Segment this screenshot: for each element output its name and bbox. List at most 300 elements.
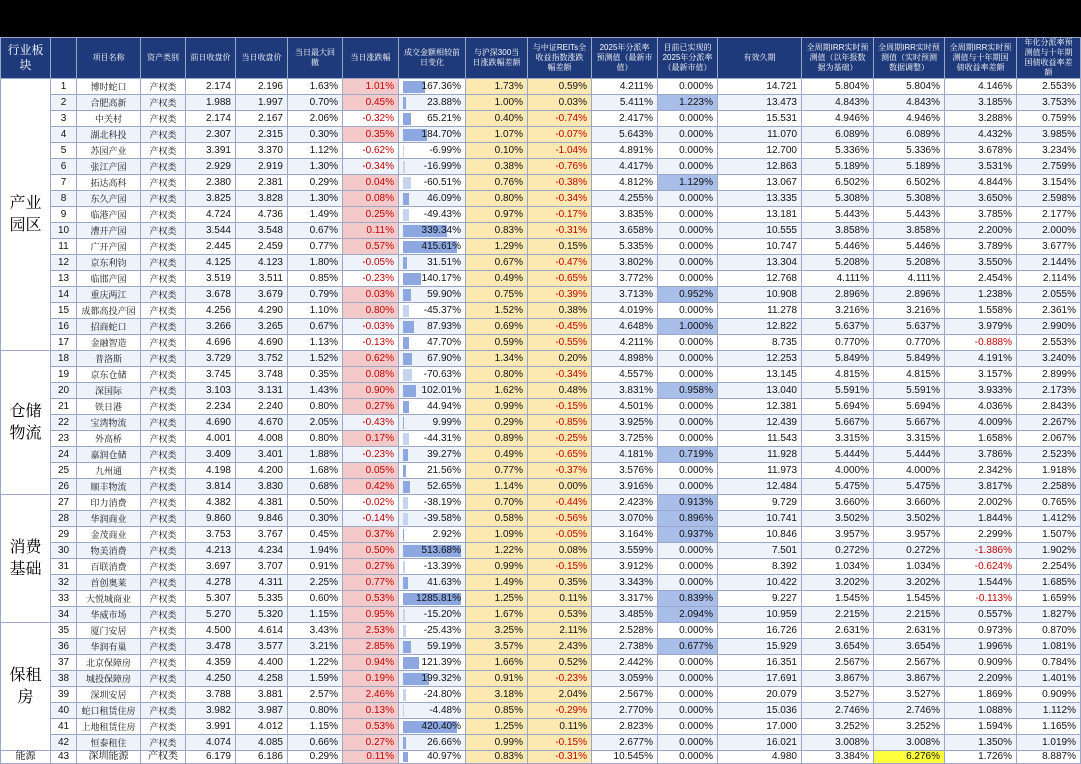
asset-class[interactable]: 产权类	[141, 671, 186, 687]
daily-change[interactable]: -0.02%	[343, 495, 399, 511]
prev-close[interactable]: 4.278	[186, 575, 236, 591]
prev-close[interactable]: 3.266	[186, 319, 236, 335]
max-drawdown[interactable]: 1.13%	[288, 335, 343, 351]
diff-hs300[interactable]: 0.40%	[466, 111, 528, 127]
duration[interactable]: 13.335	[718, 191, 802, 207]
table-row[interactable]	[1, 479, 1081, 495]
diff-hs300[interactable]: 0.75%	[466, 287, 528, 303]
prev-close[interactable]: 3.544	[186, 223, 236, 239]
max-drawdown[interactable]: 1.43%	[288, 383, 343, 399]
irr-realtime[interactable]: 5.637%	[874, 319, 945, 335]
diff-hs300[interactable]: 1.62%	[466, 383, 528, 399]
irr-spread[interactable]: 4.009%	[945, 415, 1017, 431]
irr-realtime[interactable]: 4.111%	[874, 271, 945, 287]
table-row[interactable]	[1, 351, 1081, 367]
prev-close[interactable]: 2.380	[186, 175, 236, 191]
volume-change[interactable]	[399, 559, 466, 575]
row-index[interactable]: 10	[51, 223, 77, 239]
irr-spread[interactable]: -1.386%	[945, 543, 1017, 559]
asset-class[interactable]: 产权类	[141, 415, 186, 431]
volume-change[interactable]	[399, 191, 466, 207]
table-row[interactable]	[1, 175, 1081, 191]
close[interactable]: 4.381	[236, 495, 288, 511]
prev-close[interactable]: 5.307	[186, 591, 236, 607]
asset-class[interactable]: 产权类	[141, 303, 186, 319]
dist-realized[interactable]: 1.223%	[658, 95, 718, 111]
diff-reits-index[interactable]: 2.43%	[528, 639, 592, 655]
diff-reits-index[interactable]: 0.52%	[528, 655, 592, 671]
irr-realtime[interactable]: 5.208%	[874, 255, 945, 271]
daily-change[interactable]: -0.62%	[343, 143, 399, 159]
dist-realized[interactable]: 0.000%	[658, 255, 718, 271]
dist-realized[interactable]: 0.000%	[658, 303, 718, 319]
dist-realized[interactable]: 0.000%	[658, 143, 718, 159]
volume-change[interactable]	[399, 479, 466, 495]
irr-realtime[interactable]: 3.660%	[874, 495, 945, 511]
close[interactable]: 2.315	[236, 127, 288, 143]
table-row[interactable]	[1, 559, 1081, 575]
close[interactable]: 3.767	[236, 527, 288, 543]
duration[interactable]: 13.040	[718, 383, 802, 399]
table-row[interactable]	[1, 671, 1081, 687]
close[interactable]: 4.311	[236, 575, 288, 591]
diff-reits-index[interactable]: -0.17%	[528, 207, 592, 223]
dist-spread[interactable]: 0.870%	[1017, 623, 1081, 639]
dist-realized[interactable]: 0.677%	[658, 639, 718, 655]
dist-spread[interactable]: 2.055%	[1017, 287, 1081, 303]
dist-spread[interactable]: 1.827%	[1017, 607, 1081, 623]
diff-reits-index[interactable]: -0.15%	[528, 399, 592, 415]
prev-close[interactable]: 3.753	[186, 527, 236, 543]
prev-close[interactable]: 3.409	[186, 447, 236, 463]
diff-hs300[interactable]: 0.85%	[466, 703, 528, 719]
table-row[interactable]	[1, 191, 1081, 207]
prev-close[interactable]: 3.745	[186, 367, 236, 383]
daily-change[interactable]: 0.80%	[343, 303, 399, 319]
diff-reits-index[interactable]: -0.34%	[528, 191, 592, 207]
dist-forecast[interactable]: 4.181%	[592, 447, 658, 463]
dist-forecast[interactable]: 2.417%	[592, 111, 658, 127]
row-index[interactable]: 28	[51, 511, 77, 527]
project-name[interactable]: 博时蛇口	[77, 79, 141, 95]
close[interactable]: 4.012	[236, 719, 288, 735]
irr-annual[interactable]: 2.631%	[802, 623, 874, 639]
irr-spread[interactable]: 2.299%	[945, 527, 1017, 543]
irr-spread[interactable]: 1.558%	[945, 303, 1017, 319]
close[interactable]: 3.707	[236, 559, 288, 575]
volume-change[interactable]	[399, 527, 466, 543]
dist-forecast[interactable]: 3.559%	[592, 543, 658, 559]
dist-spread[interactable]: 2.843%	[1017, 399, 1081, 415]
diff-reits-index[interactable]: -0.23%	[528, 671, 592, 687]
dist-realized[interactable]: 0.913%	[658, 495, 718, 511]
table-row[interactable]	[1, 591, 1081, 607]
irr-annual[interactable]: 3.202%	[802, 575, 874, 591]
close[interactable]: 4.258	[236, 671, 288, 687]
close[interactable]: 2.919	[236, 159, 288, 175]
dist-realized[interactable]: 0.000%	[658, 559, 718, 575]
close[interactable]: 3.548	[236, 223, 288, 239]
daily-change[interactable]: 0.27%	[343, 559, 399, 575]
project-name[interactable]: 京东仓储	[77, 367, 141, 383]
max-drawdown[interactable]: 0.77%	[288, 239, 343, 255]
asset-class[interactable]: 产权类	[141, 655, 186, 671]
daily-change[interactable]: 0.35%	[343, 127, 399, 143]
diff-hs300[interactable]: 0.91%	[466, 671, 528, 687]
close[interactable]: 3.370	[236, 143, 288, 159]
daily-change[interactable]: 0.25%	[343, 207, 399, 223]
row-index[interactable]: 7	[51, 175, 77, 191]
diff-hs300[interactable]: 1.67%	[466, 607, 528, 623]
close[interactable]: 1.997	[236, 95, 288, 111]
volume-change[interactable]	[399, 623, 466, 639]
volume-change[interactable]	[399, 543, 466, 559]
prev-close[interactable]: 4.213	[186, 543, 236, 559]
dist-spread[interactable]: 1.165%	[1017, 719, 1081, 735]
daily-change[interactable]: 0.95%	[343, 607, 399, 623]
irr-annual[interactable]: 3.867%	[802, 671, 874, 687]
diff-hs300[interactable]: 1.25%	[466, 591, 528, 607]
header-prev-close[interactable]: 前日收盘价	[186, 38, 236, 79]
dist-realized[interactable]: 0.000%	[658, 703, 718, 719]
daily-change[interactable]: 0.11%	[343, 223, 399, 239]
irr-realtime[interactable]: 5.804%	[874, 79, 945, 95]
duration[interactable]: 10.846	[718, 527, 802, 543]
irr-spread[interactable]: 2.200%	[945, 223, 1017, 239]
irr-spread[interactable]: 1.350%	[945, 735, 1017, 751]
dist-realized[interactable]: 0.000%	[658, 271, 718, 287]
dist-forecast[interactable]: 4.211%	[592, 335, 658, 351]
table-row[interactable]	[1, 319, 1081, 335]
project-name[interactable]: 合肥高新	[77, 95, 141, 111]
irr-spread[interactable]: 3.157%	[945, 367, 1017, 383]
table-row[interactable]	[1, 511, 1081, 527]
irr-annual[interactable]: 5.849%	[802, 351, 874, 367]
row-index[interactable]: 29	[51, 527, 77, 543]
irr-realtime[interactable]: 2.215%	[874, 607, 945, 623]
project-name[interactable]: 华润商业	[77, 511, 141, 527]
diff-hs300[interactable]: 1.29%	[466, 239, 528, 255]
irr-realtime[interactable]: 0.272%	[874, 543, 945, 559]
irr-spread[interactable]: 3.678%	[945, 143, 1017, 159]
project-name[interactable]: 临邯产园	[77, 271, 141, 287]
volume-change[interactable]	[399, 511, 466, 527]
irr-spread[interactable]: 3.785%	[945, 207, 1017, 223]
header-class[interactable]: 资产类别	[141, 38, 186, 79]
irr-spread[interactable]: 0.557%	[945, 607, 1017, 623]
dist-spread[interactable]: 1.685%	[1017, 575, 1081, 591]
max-drawdown[interactable]: 3.21%	[288, 639, 343, 655]
duration[interactable]: 13.473	[718, 95, 802, 111]
irr-realtime[interactable]: 3.527%	[874, 687, 945, 703]
diff-hs300[interactable]: 0.59%	[466, 335, 528, 351]
diff-reits-index[interactable]: 0.03%	[528, 95, 592, 111]
daily-change[interactable]: 0.08%	[343, 367, 399, 383]
close[interactable]: 4.290	[236, 303, 288, 319]
duration[interactable]: 10.747	[718, 239, 802, 255]
volume-change[interactable]	[399, 239, 466, 255]
irr-spread[interactable]: 1.726%	[945, 751, 1017, 764]
daily-change[interactable]: 2.53%	[343, 623, 399, 639]
row-index[interactable]: 27	[51, 495, 77, 511]
diff-hs300[interactable]: 0.77%	[466, 463, 528, 479]
dist-realized[interactable]: 0.000%	[658, 463, 718, 479]
header-dist-spread[interactable]: 年化分派率预测值与十年期国债收益率差额	[1017, 38, 1081, 79]
asset-class[interactable]: 产权类	[141, 191, 186, 207]
irr-annual[interactable]: 5.336%	[802, 143, 874, 159]
dist-spread[interactable]: 0.784%	[1017, 655, 1081, 671]
header-close[interactable]: 当日收盘价	[236, 38, 288, 79]
max-drawdown[interactable]: 0.66%	[288, 735, 343, 751]
irr-realtime[interactable]: 2.631%	[874, 623, 945, 639]
daily-change[interactable]: -0.23%	[343, 271, 399, 287]
diff-reits-index[interactable]: 0.38%	[528, 303, 592, 319]
header-sector[interactable]: 行业板块	[1, 38, 51, 79]
project-name[interactable]: 东久产园	[77, 191, 141, 207]
table-row[interactable]	[1, 431, 1081, 447]
diff-reits-index[interactable]: -0.34%	[528, 367, 592, 383]
volume-change[interactable]	[399, 591, 466, 607]
irr-spread[interactable]: 3.550%	[945, 255, 1017, 271]
project-name[interactable]: 首创奥莱	[77, 575, 141, 591]
close[interactable]: 2.381	[236, 175, 288, 191]
duration[interactable]: 10.555	[718, 223, 802, 239]
dist-forecast[interactable]: 2.423%	[592, 495, 658, 511]
dist-forecast[interactable]: 5.335%	[592, 239, 658, 255]
diff-reits-index[interactable]: -0.74%	[528, 111, 592, 127]
diff-reits-index[interactable]: 2.04%	[528, 687, 592, 703]
diff-hs300[interactable]: 1.52%	[466, 303, 528, 319]
dist-forecast[interactable]: 3.912%	[592, 559, 658, 575]
table-row[interactable]	[1, 143, 1081, 159]
volume-change[interactable]	[399, 367, 466, 383]
max-drawdown[interactable]: 0.80%	[288, 703, 343, 719]
asset-class[interactable]: 产权类	[141, 239, 186, 255]
asset-class[interactable]: 产权类	[141, 495, 186, 511]
row-index[interactable]: 43	[51, 751, 77, 764]
dist-forecast[interactable]: 5.411%	[592, 95, 658, 111]
row-index[interactable]: 2	[51, 95, 77, 111]
irr-realtime[interactable]: 3.957%	[874, 527, 945, 543]
max-drawdown[interactable]: 0.29%	[288, 175, 343, 191]
asset-class[interactable]: 产权类	[141, 575, 186, 591]
prev-close[interactable]: 4.500	[186, 623, 236, 639]
close[interactable]: 3.828	[236, 191, 288, 207]
asset-class[interactable]: 产权类	[141, 351, 186, 367]
duration[interactable]: 20.079	[718, 687, 802, 703]
duration[interactable]: 10.741	[718, 511, 802, 527]
header-irr-spread[interactable]: 全周期IRR实时预测值与十年期国债收益率差额	[945, 38, 1017, 79]
irr-annual[interactable]: 3.315%	[802, 431, 874, 447]
asset-class[interactable]: 产权类	[141, 159, 186, 175]
close[interactable]: 4.690	[236, 335, 288, 351]
row-index[interactable]: 30	[51, 543, 77, 559]
volume-change[interactable]	[399, 159, 466, 175]
irr-annual[interactable]: 5.475%	[802, 479, 874, 495]
irr-realtime[interactable]: 3.252%	[874, 719, 945, 735]
diff-hs300[interactable]: 0.70%	[466, 495, 528, 511]
project-name[interactable]: 城投保障房	[77, 671, 141, 687]
diff-reits-index[interactable]: -0.31%	[528, 751, 592, 764]
project-name[interactable]: 百联消费	[77, 559, 141, 575]
table-row[interactable]	[1, 255, 1081, 271]
row-index[interactable]: 38	[51, 671, 77, 687]
volume-change[interactable]	[399, 303, 466, 319]
asset-class[interactable]: 产权类	[141, 255, 186, 271]
irr-realtime[interactable]: 5.591%	[874, 383, 945, 399]
row-index[interactable]: 3	[51, 111, 77, 127]
header-irr-realtime[interactable]: 全周期IRR实时预测值（实时预测数据调整）	[874, 38, 945, 79]
irr-spread[interactable]: 3.650%	[945, 191, 1017, 207]
project-name[interactable]: 漕开产园	[77, 223, 141, 239]
daily-change[interactable]: 2.46%	[343, 687, 399, 703]
project-name[interactable]: 招商蛇口	[77, 319, 141, 335]
irr-realtime[interactable]: 5.444%	[874, 447, 945, 463]
diff-reits-index[interactable]: -0.38%	[528, 175, 592, 191]
dist-forecast[interactable]: 3.576%	[592, 463, 658, 479]
project-name[interactable]: 临港产园	[77, 207, 141, 223]
max-drawdown[interactable]: 0.29%	[288, 751, 343, 764]
irr-realtime[interactable]: 4.000%	[874, 463, 945, 479]
irr-annual[interactable]: 5.694%	[802, 399, 874, 415]
row-index[interactable]: 41	[51, 719, 77, 735]
dist-forecast[interactable]: 2.823%	[592, 719, 658, 735]
irr-annual[interactable]: 5.443%	[802, 207, 874, 223]
prev-close[interactable]: 3.678	[186, 287, 236, 303]
project-name[interactable]: 深国际	[77, 383, 141, 399]
dist-spread[interactable]: 2.990%	[1017, 319, 1081, 335]
dist-realized[interactable]: 0.000%	[658, 671, 718, 687]
close[interactable]: 2.459	[236, 239, 288, 255]
diff-hs300[interactable]: 0.29%	[466, 415, 528, 431]
dist-spread[interactable]: 2.759%	[1017, 159, 1081, 175]
dist-forecast[interactable]: 3.059%	[592, 671, 658, 687]
dist-realized[interactable]: 0.000%	[658, 79, 718, 95]
prev-close[interactable]: 4.359	[186, 655, 236, 671]
irr-spread[interactable]: 3.789%	[945, 239, 1017, 255]
dist-realized[interactable]: 0.000%	[658, 431, 718, 447]
volume-change[interactable]	[399, 671, 466, 687]
irr-realtime[interactable]: 6.089%	[874, 127, 945, 143]
prev-close[interactable]: 2.234	[186, 399, 236, 415]
table-row[interactable]	[1, 623, 1081, 639]
dist-forecast[interactable]: 3.164%	[592, 527, 658, 543]
close[interactable]: 3.401	[236, 447, 288, 463]
header-irr-annual[interactable]: 全周期IRR实时预测值（以年报数据为基础）	[802, 38, 874, 79]
project-name[interactable]: 顺丰物流	[77, 479, 141, 495]
prev-close[interactable]: 2.174	[186, 79, 236, 95]
prev-close[interactable]: 2.307	[186, 127, 236, 143]
close[interactable]: 3.511	[236, 271, 288, 287]
dist-forecast[interactable]: 4.891%	[592, 143, 658, 159]
max-drawdown[interactable]: 1.88%	[288, 447, 343, 463]
dist-forecast[interactable]: 4.417%	[592, 159, 658, 175]
asset-class[interactable]: 产权类	[141, 175, 186, 191]
close[interactable]: 2.196	[236, 79, 288, 95]
diff-hs300[interactable]: 0.83%	[466, 223, 528, 239]
dist-forecast[interactable]: 3.772%	[592, 271, 658, 287]
dist-spread[interactable]: 1.019%	[1017, 735, 1081, 751]
diff-hs300[interactable]: 3.25%	[466, 623, 528, 639]
diff-reits-index[interactable]: -1.04%	[528, 143, 592, 159]
diff-reits-index[interactable]: 0.53%	[528, 607, 592, 623]
duration[interactable]: 17.691	[718, 671, 802, 687]
project-name[interactable]: 金融智造	[77, 335, 141, 351]
dist-spread[interactable]: 1.081%	[1017, 639, 1081, 655]
dist-forecast[interactable]: 2.567%	[592, 687, 658, 703]
row-index[interactable]: 9	[51, 207, 77, 223]
project-name[interactable]: 苏园产业	[77, 143, 141, 159]
irr-spread[interactable]: 3.185%	[945, 95, 1017, 111]
duration[interactable]: 11.543	[718, 431, 802, 447]
dist-spread[interactable]: 2.067%	[1017, 431, 1081, 447]
asset-class[interactable]: 产权类	[141, 687, 186, 703]
irr-realtime[interactable]: 3.216%	[874, 303, 945, 319]
dist-spread[interactable]: 2.144%	[1017, 255, 1081, 271]
volume-change[interactable]	[399, 639, 466, 655]
dist-realized[interactable]: 0.839%	[658, 591, 718, 607]
daily-change[interactable]: 0.11%	[343, 751, 399, 764]
dist-spread[interactable]: 8.887%	[1017, 751, 1081, 764]
project-name[interactable]: 厦门安居	[77, 623, 141, 639]
close[interactable]: 4.736	[236, 207, 288, 223]
irr-realtime[interactable]: 3.858%	[874, 223, 945, 239]
irr-realtime[interactable]: 5.308%	[874, 191, 945, 207]
dist-spread[interactable]: 2.361%	[1017, 303, 1081, 319]
duration[interactable]: 12.822	[718, 319, 802, 335]
irr-realtime[interactable]: 6.276%	[874, 751, 945, 764]
dist-spread[interactable]: 2.523%	[1017, 447, 1081, 463]
daily-change[interactable]: 0.77%	[343, 575, 399, 591]
irr-realtime[interactable]: 5.443%	[874, 207, 945, 223]
volume-change[interactable]	[399, 719, 466, 735]
daily-change[interactable]: 0.08%	[343, 191, 399, 207]
prev-close[interactable]: 3.697	[186, 559, 236, 575]
daily-change[interactable]: 0.94%	[343, 655, 399, 671]
duration[interactable]: 13.145	[718, 367, 802, 383]
dist-spread[interactable]: 1.918%	[1017, 463, 1081, 479]
project-name[interactable]: 大悦城商业	[77, 591, 141, 607]
row-index[interactable]: 17	[51, 335, 77, 351]
diff-hs300[interactable]: 1.14%	[466, 479, 528, 495]
daily-change[interactable]: 0.57%	[343, 239, 399, 255]
dist-spread[interactable]: 3.234%	[1017, 143, 1081, 159]
dist-realized[interactable]: 0.000%	[658, 735, 718, 751]
dist-forecast[interactable]: 3.925%	[592, 415, 658, 431]
prev-close[interactable]: 4.690	[186, 415, 236, 431]
table-row[interactable]	[1, 543, 1081, 559]
dist-realized[interactable]: 0.952%	[658, 287, 718, 303]
daily-change[interactable]: 0.62%	[343, 351, 399, 367]
diff-hs300[interactable]: 1.66%	[466, 655, 528, 671]
volume-change[interactable]	[399, 79, 466, 95]
irr-realtime[interactable]: 5.446%	[874, 239, 945, 255]
diff-reits-index[interactable]: -0.25%	[528, 431, 592, 447]
table-row[interactable]	[1, 639, 1081, 655]
dist-forecast[interactable]: 4.255%	[592, 191, 658, 207]
row-index[interactable]: 39	[51, 687, 77, 703]
irr-spread[interactable]: 4.191%	[945, 351, 1017, 367]
table-row[interactable]	[1, 575, 1081, 591]
diff-reits-index[interactable]: 2.11%	[528, 623, 592, 639]
irr-spread[interactable]: -0.113%	[945, 591, 1017, 607]
table-row[interactable]	[1, 367, 1081, 383]
project-name[interactable]: 物美消费	[77, 543, 141, 559]
close[interactable]: 3.679	[236, 287, 288, 303]
irr-realtime[interactable]: 3.315%	[874, 431, 945, 447]
dist-forecast[interactable]: 3.802%	[592, 255, 658, 271]
dist-forecast[interactable]: 4.501%	[592, 399, 658, 415]
